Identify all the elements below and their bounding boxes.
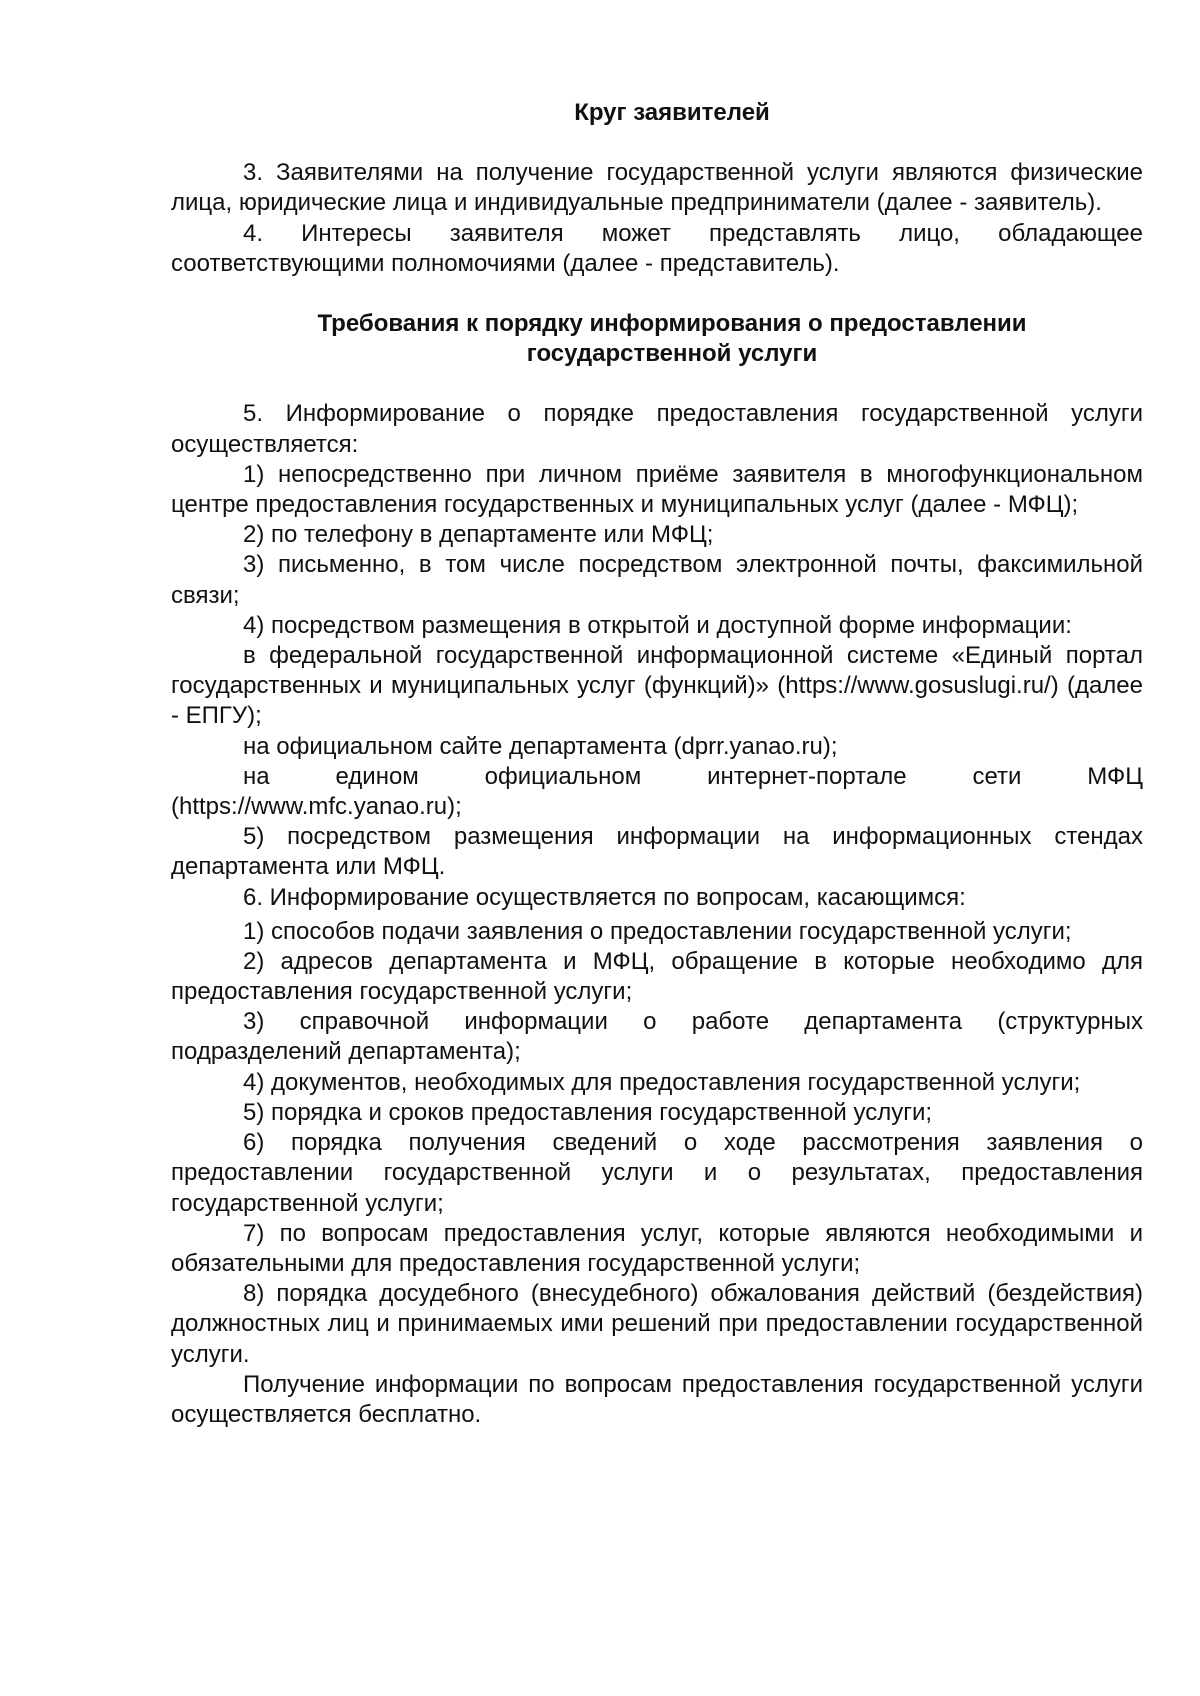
- paragraph: 4) посредством размещения в открытой и доступной форме информации:: [243, 611, 1072, 639]
- paragraph: 8) порядка досудебного (внесудебного) обжалования действий (бездействия) должностных лиц и принимаемых ими решений при предоставлении государственной услуги.: [171, 1280, 1143, 1368]
- paragraph: 3. Заявителями на получение государственной услуги являются физические лица, юридические лица и индивидуальные предприниматели (далее - заявитель).: [171, 159, 1143, 217]
- paragraph: Получение информации по вопросам предоставления государственной услуги осуществляется бесплатно.: [171, 1370, 1143, 1428]
- paragraph: 3) письменно, в том числе посредством электронной почты, факсимильной связи;: [171, 551, 1143, 609]
- paragraph: на едином официальном интернет-портале сети МФЦ (https://www.mfc.yanao.ru);: [171, 762, 1143, 821]
- paragraph: 6) порядка получения сведений о ходе рассмотрения заявления о предоставлении государственной услуги и о результатах, предоставления государственной услуги;: [171, 1129, 1143, 1217]
- paragraph: 4. Интересы заявителя может представлять лицо, обладающее соответствующими полномочиями (далее - представитель).: [171, 219, 1143, 277]
- paragraph: 6. Информирование осуществляется по вопросам, касающимся:: [243, 883, 966, 911]
- section-heading-applicants: [171, 98, 1143, 128]
- paragraph: 2) по телефону в департаменте или МФЦ;: [243, 521, 714, 549]
- heading-line: Требования к порядку информирования о предоставлении: [317, 310, 1027, 338]
- paragraph: 5) посредством размещения информации на информационных стендах департамента или МФЦ.: [171, 823, 1143, 881]
- heading-line: Круг заявителей: [574, 99, 770, 126]
- heading-line: государственной услуги: [526, 340, 818, 368]
- paragraph: 1) непосредственно при личном приёме заявителя в многофункциональном центре предоставления государственных и муниципальных услуг (далее - МФЦ);: [171, 460, 1143, 519]
- paragraph: 5) порядка и сроков предоставления государственной услуги;: [243, 1098, 933, 1126]
- paragraph: на официальном сайте департамента (dprr.yanao.ru);: [243, 732, 838, 760]
- paragraph: 7) по вопросам предоставления услуг, которые являются необходимыми и обязательными для предоставления государственной услуги;: [171, 1219, 1143, 1277]
- section-heading-informing: [171, 309, 1143, 369]
- paragraph: 5. Информирование о порядке предоставления государственной услуги осуществляется:: [171, 400, 1143, 458]
- document-body: [171, 98, 1143, 1430]
- paragraph: 2) адресов департамента и МФЦ, обращение в которые необходимо для предоставления государственной услуги;: [171, 947, 1143, 1006]
- paragraph: 1) способов подачи заявления о предоставлении государственной услуги;: [243, 917, 1072, 945]
- paragraph: 3) справочной информации о работе департамента (структурных подразделений департамента);: [171, 1008, 1143, 1066]
- paragraph: 4) документов, необходимых для предоставления государственной услуги;: [243, 1068, 1081, 1096]
- paragraph: в федеральной государственной информационной системе «Единый портал государственных и муниципальных услуг (функций)» (https://www.gosuslugi.ru/) (далее - ЕПГУ);: [171, 642, 1143, 730]
